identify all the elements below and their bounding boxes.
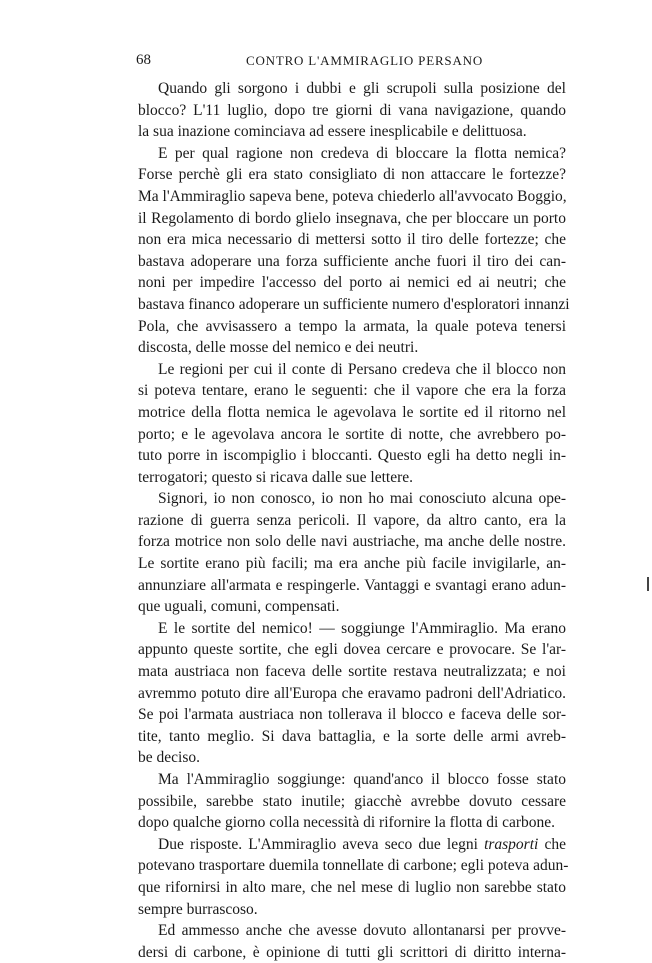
text-line: Le regioni per cui il conte di Persano credeva che il blocco non [158, 360, 566, 378]
text-line: potevano trasportare duemila tonnellate di carbone; egli poteva adun- [138, 857, 569, 875]
text-line: tite, tanto meglio. Si dava battaglia, e la sorte delle armi avreb- [138, 727, 566, 745]
text-line: Quando gli sorgono i dubbi e gli scrupoli sulla posizione del [158, 80, 566, 97]
page-number: 68 [136, 52, 151, 68]
paragraph [138, 143, 570, 359]
text-line: Pola, che avvisassero a tempo la armata, la quale poteva tenersi [138, 317, 566, 335]
text-line: mata austriaca non faceva delle sortite restava neutralizzata; e noi [138, 663, 566, 681]
paragraph [138, 769, 566, 834]
paragraph [138, 359, 566, 489]
text-line: avremmo potuto dire all'Europa che eravamo padroni dell'Adriatico. [138, 684, 566, 702]
text-line: possibile, sarebbe stato inutile; giacchè avrebbe dovuto cessare [138, 792, 566, 810]
text-line: que uguali, comuni, compensati. [138, 598, 340, 616]
text-line: bastava adoperare una forza sufficiente anche fuori il tiro dei can- [138, 252, 566, 270]
text-line: il Regolamento di bordo glielo insegnava, che per bloccare un porto [138, 209, 566, 227]
text-line: blocco? L'11 luglio, dopo tre giorni di vana navigazione, quando [138, 101, 566, 119]
text-line: Forse perchè gli era stato consigliato di non attaccare le fortezze? [138, 166, 566, 184]
text-line: dersi di carbone, è opinione di tutti gli scrittori di diritto interna- [138, 943, 566, 961]
paragraph [138, 488, 566, 618]
page-header [136, 52, 568, 72]
text-line: Ed ammesso anche che avesse dovuto allontanarsi per provve- [158, 922, 566, 940]
text-line: discosta, delle mosse del nemico e dei neutri. [138, 339, 419, 357]
paragraph [138, 78, 566, 143]
text-line: annunziare all'armata e respingerle. Vantaggi e svantagi erano adun- [138, 576, 566, 594]
text-line: bastava financo adoperare un sufficiente numero d'esploratori innanzi [138, 295, 570, 313]
text-line: Ma l'Ammiraglio soggiunge: quand'anco il blocco fosse stato [158, 771, 566, 788]
text-line: Se poi l'armata austriaca non tollerava il blocco e faceva delle sor- [138, 706, 566, 724]
text-line: Signori, io non conosco, io non ho mai conosciuto alcuna ope- [158, 490, 566, 508]
text-line: si poteva tentare, erano le seguenti: che il vapore che era la forza [138, 382, 566, 400]
paragraph [138, 618, 566, 769]
margin-mark [647, 577, 649, 591]
text-line: E per qual ragione non credeva di bloccare la flotta nemica? [158, 144, 566, 162]
emphasized-word: trasporti [484, 835, 539, 853]
text-line: que rifornirsi in alto mare, che nel mese di luglio non sarebbe stato [138, 878, 566, 896]
text-line: E le sortite del nemico! — soggiunge l'Ammiraglio. Ma erano [158, 619, 566, 637]
body-text [138, 78, 570, 963]
paragraph [138, 920, 566, 963]
text-line: noni per impedire l'accesso del porto ai nemici ed ai neutri; che [138, 274, 566, 292]
running-title: CONTRO L'AMMIRAGLIO PERSANO [246, 53, 484, 68]
text-line: Due risposte. L'Ammiraglio aveva seco due legni trasporti che [158, 835, 566, 853]
text-line: terrogatori; questo si ricava dalle sue lettere. [138, 468, 414, 486]
text-line: la sua inazione cominciava ad essere inesplicabile e delittuosa. [138, 123, 527, 141]
paragraph [138, 834, 569, 920]
text-line: tuto porre in iscompiglio i bloccanti. Questo egli ha detto negli in- [138, 447, 566, 465]
text-line: be deciso. [138, 749, 200, 767]
text-line: razione di guerra senza pericoli. Il vapore, da altro canto, era la [138, 511, 566, 529]
text-line: motrice della flotta nemica le agevolava le sortite ed il ritorno nel [138, 403, 566, 421]
text-line: Le sortite erano più facili; ma era anche più facile invigilarle, an- [138, 555, 566, 573]
text-line: forza motrice non solo delle navi austriache, ma anche delle nostre. [138, 533, 566, 551]
text-line: porto; e le agevolava ancora le sortite di notte, che avrebbero po- [138, 425, 566, 443]
text-line: Ma l'Ammiraglio sapeva bene, poteva chiederlo all'avvocato Boggio, [138, 187, 567, 205]
text-line: dopo qualche giorno colla necessità di rifornire la flotta di carbone. [138, 814, 556, 832]
text-line: appunto queste sortite, che egli dovea cercare e provocare. Se l'ar- [138, 641, 566, 659]
text-line: non era mica necessario di mettersi sotto il tiro delle fortezze; che [138, 231, 566, 249]
text-line: sempre burrascoso. [138, 900, 258, 918]
